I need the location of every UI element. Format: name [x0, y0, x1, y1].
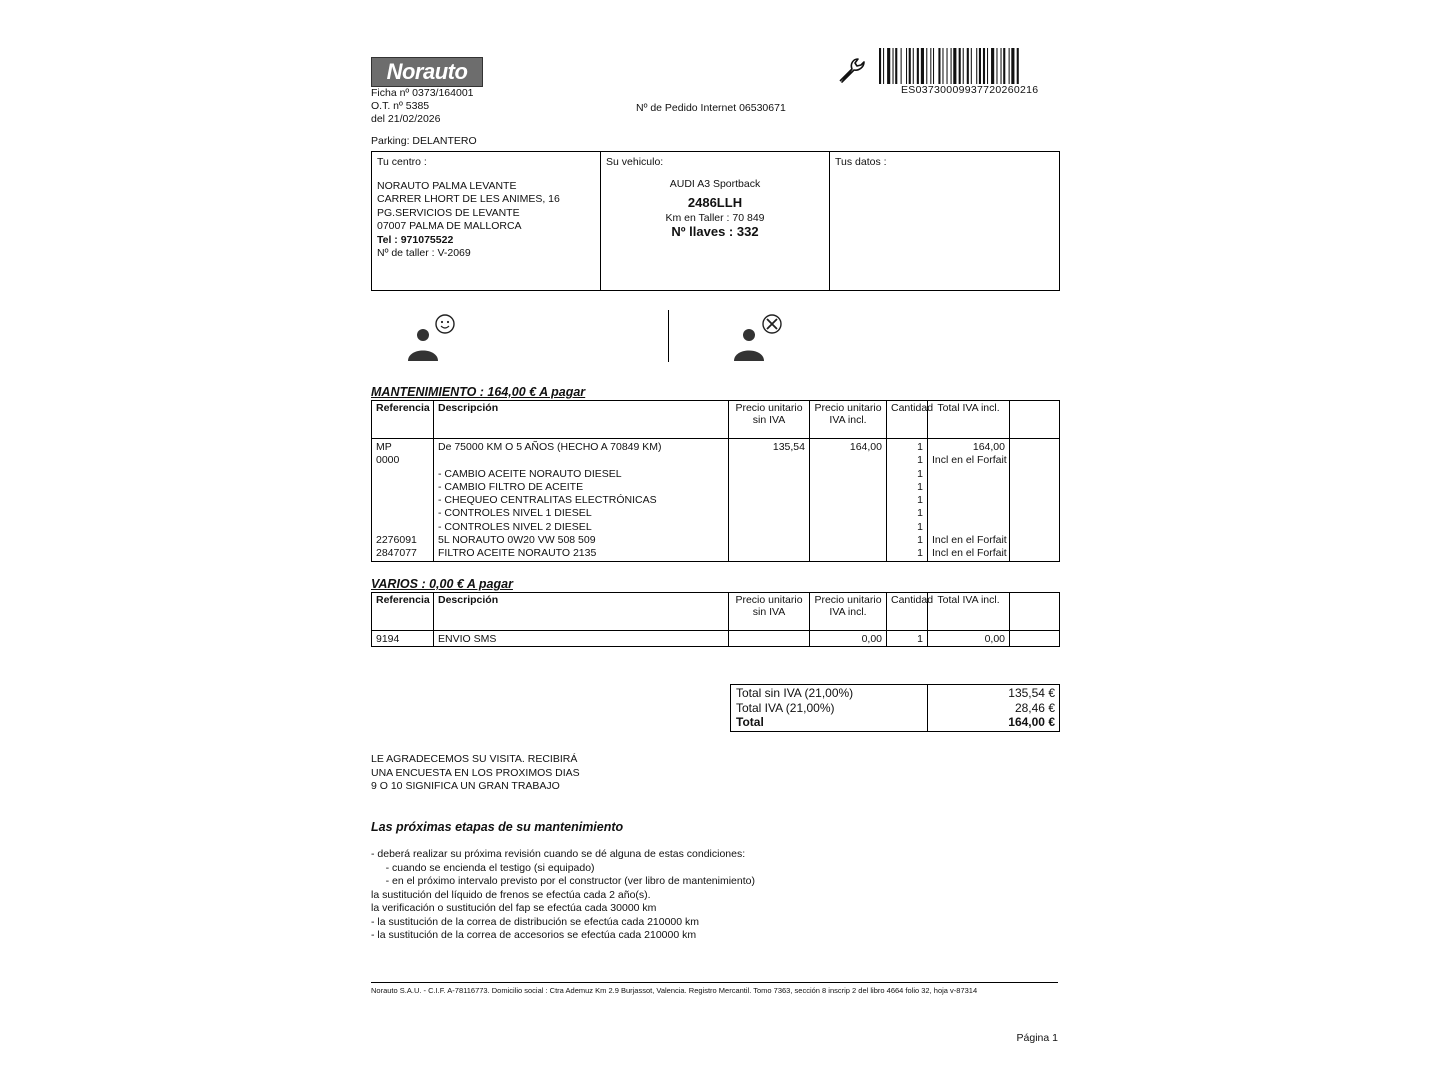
cell-empty — [1010, 507, 1060, 520]
barcode-bar — [883, 48, 884, 84]
centro-box — [372, 152, 601, 290]
cell-ref: 9194 — [372, 631, 434, 647]
vehicle-plate: 2486LLH — [687, 195, 743, 210]
cell-pu_sin — [729, 481, 810, 494]
cell-total — [928, 481, 1010, 494]
cell-desc: ENVIO SMS — [434, 631, 729, 647]
barcode-bar — [987, 48, 988, 84]
mantenimiento-title: MANTENIMIENTO : 164,00 € A pagar — [371, 385, 586, 399]
cell-pu_sin: 135,54 — [729, 439, 810, 455]
cell-total: Incl en el Forfait — [928, 534, 1010, 547]
cell-desc: - CAMBIO ACEITE NORAUTO DIESEL — [434, 468, 729, 481]
cell-cant: 1 — [887, 521, 928, 534]
header-total: Total IVA incl. — [928, 593, 1010, 631]
barcode-bar — [1001, 48, 1002, 84]
header-precio-sin-iva: Precio unitario sin IVA — [729, 401, 810, 439]
cell-empty — [1010, 547, 1060, 561]
wrench-icon — [836, 55, 868, 85]
cell-total — [928, 507, 1010, 520]
header-descripcion: Descripción — [434, 593, 729, 631]
centro-title: Tu centro : — [377, 156, 427, 168]
cell-desc — [434, 454, 729, 467]
cell-pu_sin — [729, 507, 810, 520]
cell-ref — [372, 494, 434, 507]
cell-total: 164,00 — [928, 439, 1010, 455]
header-empty — [1010, 593, 1060, 631]
internet-order-number: Nº de Pedido Internet 06530671 — [636, 102, 786, 114]
vehiculo-title: Su vehiculo: — [606, 156, 664, 168]
barcode-bar — [996, 48, 997, 84]
icons-divider — [668, 310, 669, 362]
thanks-line-1: LE AGRADECEMOS SU VISITA. RECIBIRÁ — [371, 753, 578, 765]
proximas-line: - la sustitución de la correa de distribución se efectúa cada 210000 km — [371, 915, 700, 928]
barcode-bar — [1009, 48, 1010, 84]
cell-pu_con — [810, 507, 887, 520]
cell-empty — [1010, 534, 1060, 547]
total-sin-iva-value: 135,54 € — [1008, 686, 1055, 700]
header-precio-con-iva: Precio unitario IVA incl. — [810, 401, 887, 439]
barcode-bar — [895, 48, 897, 84]
barcode-bar — [971, 48, 972, 84]
total-sin-iva-label: Total sin IVA (21,00%) — [736, 686, 854, 700]
cell-desc: - CONTROLES NIVEL 1 DIESEL — [434, 507, 729, 520]
table-row — [372, 439, 1060, 455]
cell-ref: 2847077 — [372, 547, 434, 561]
total-value: 164,00 € — [1008, 715, 1055, 729]
thanks-line-2: UNA ENCUESTA EN LOS PROXIMOS DIAS — [371, 766, 580, 779]
barcode-bar — [906, 48, 907, 84]
cell-empty — [1010, 468, 1060, 481]
centro-address-3: 07007 PALMA DE MALLORCA — [377, 220, 522, 232]
cell-cant: 1 — [887, 439, 928, 455]
cell-pu_con: 0,00 — [810, 631, 887, 647]
datos-title: Tus datos : — [835, 156, 887, 168]
cell-pu_con — [810, 481, 887, 494]
ot-number: O.T. nº 5385 — [371, 100, 430, 112]
barcode-bar — [979, 48, 981, 84]
cell-pu_con — [810, 494, 887, 507]
datos-box — [830, 152, 1059, 290]
cell-pu_con — [810, 454, 887, 467]
barcode-bar — [963, 48, 964, 84]
barcode-bar — [959, 48, 961, 84]
cell-pu_con — [810, 534, 887, 547]
parking-info: Parking: DELANTERO — [371, 135, 477, 147]
barcode-bar — [921, 48, 924, 84]
cell-ref — [372, 521, 434, 534]
total-iva-value: 28,46 € — [1014, 700, 1055, 715]
cell-desc: - CHEQUEO CENTRALITAS ELECTRÓNICAS — [434, 494, 729, 507]
table-row — [372, 454, 1060, 467]
table-row — [372, 631, 1060, 647]
header-empty — [1010, 401, 1060, 439]
proximas-line: - en el próximo intervalo previsto por el constructor (ver libro de mantenimiento) — [371, 875, 755, 887]
thanks-line-3: 9 O 10 SIGNIFICA UN GRAN TRABAJO — [371, 780, 560, 792]
barcode-bar — [951, 48, 952, 84]
barcode-bar — [917, 48, 919, 84]
cell-cant: 1 — [887, 534, 928, 547]
centro-phone: Tel : 971075522 — [377, 233, 454, 246]
barcode-bar — [926, 48, 927, 84]
table-row — [372, 521, 1060, 534]
cell-total: 0,00 — [928, 631, 1010, 647]
cell-desc: 5L NORAUTO 0W20 VW 508 509 — [434, 534, 729, 547]
mantenimiento-table — [371, 400, 1060, 562]
thanks-message — [371, 753, 580, 794]
barcode-bar — [887, 48, 890, 84]
proximas-title: Las próximas etapas de su mantenimiento — [371, 820, 624, 834]
total-label: Total — [736, 715, 764, 729]
barcode-bar — [983, 48, 985, 84]
barcode-bar — [942, 48, 943, 84]
cell-cant: 1 — [887, 494, 928, 507]
barcode-bar — [909, 48, 911, 84]
cell-empty — [1010, 481, 1060, 494]
page-number: Página 1 — [1016, 1032, 1058, 1044]
barcode-bar — [967, 48, 969, 84]
mechanic-tools-icon — [730, 313, 786, 361]
barcode-number: ES03730009937720260216 — [901, 84, 1039, 96]
barcode-bar — [1003, 48, 1005, 84]
header-descripcion: Descripción — [434, 401, 729, 439]
cell-pu_con: 164,00 — [810, 439, 887, 455]
centro-address-1: CARRER LHORT DE LES ANIMES, 16 — [377, 193, 560, 205]
cell-empty — [1010, 439, 1060, 455]
cell-ref — [372, 481, 434, 494]
ficha-number: Ficha nº 0373/164001 — [371, 87, 474, 99]
centro-taller-number: Nº de taller : V-2069 — [377, 247, 471, 259]
barcode-bar — [991, 48, 994, 84]
barcode-bar — [953, 48, 956, 84]
proximas-line: - deberá realizar su próxima revisión cuando se dé alguna de estas condiciones: — [371, 848, 746, 860]
header-cantidad: Cantidad — [887, 593, 928, 631]
proximas-line: - cuando se encienda el testigo (si equipado) — [371, 861, 595, 874]
header-precio-con-iva: Precio unitario IVA incl. — [810, 593, 887, 631]
table-row — [372, 468, 1060, 481]
cell-cant: 1 — [887, 468, 928, 481]
cell-pu_sin — [729, 534, 810, 547]
cell-desc: FILTRO ACEITE NORAUTO 2135 — [434, 547, 729, 561]
cell-cant: 1 — [887, 507, 928, 520]
cell-pu_sin — [729, 454, 810, 467]
cell-empty — [1010, 494, 1060, 507]
centro-name: NORAUTO PALMA LEVANTE — [377, 179, 517, 192]
cell-cant: 1 — [887, 481, 928, 494]
header-total: Total IVA incl. — [928, 401, 1010, 439]
cell-total: Incl en el Forfait — [928, 454, 1010, 467]
cell-ref: 2276091 — [372, 534, 434, 547]
proximas-line: - la sustitución de la correa de accesorios se efectúa cada 210000 km — [371, 929, 697, 941]
barcode — [879, 48, 1057, 84]
proximas-line: la verificación o sustitución del fap se efectúa cada 30000 km — [371, 902, 657, 914]
barcode-bar — [1011, 48, 1014, 84]
vehiculo-box — [601, 152, 830, 290]
cell-empty — [1010, 631, 1060, 647]
proximas-list — [371, 848, 755, 943]
centro-address-2: PG.SERVICIOS DE LEVANTE — [377, 206, 520, 219]
cell-total: Incl en el Forfait — [928, 547, 1010, 561]
cell-pu_sin — [729, 547, 810, 561]
cell-total — [928, 494, 1010, 507]
vehicle-model: AUDI A3 Sportback — [669, 177, 761, 190]
info-boxes — [371, 151, 1060, 291]
total-iva-label: Total IVA (21,00%) — [736, 700, 835, 715]
cell-cant: 1 — [887, 547, 928, 561]
table-row — [372, 507, 1060, 520]
barcode-bar — [913, 48, 914, 84]
cell-total — [928, 521, 1010, 534]
cell-ref — [372, 468, 434, 481]
totals-box — [730, 684, 1060, 732]
customer-satisfied-icon — [404, 313, 458, 361]
cell-pu_con — [810, 547, 887, 561]
header-referencia: Referencia — [372, 593, 434, 631]
barcode-bar — [933, 48, 934, 84]
cell-empty — [1010, 454, 1060, 467]
cell-pu_sin — [729, 521, 810, 534]
vehicle-keys: Nº llaves : 332 — [671, 224, 759, 239]
cell-cant: 1 — [887, 454, 928, 467]
vehicle-km: Km en Taller : 70 849 — [665, 211, 765, 224]
cell-total — [928, 468, 1010, 481]
table-row — [372, 534, 1060, 547]
cell-ref: 0000 — [372, 454, 434, 467]
cell-pu_con — [810, 521, 887, 534]
barcode-bar — [893, 48, 894, 84]
table-row — [372, 547, 1060, 561]
varios-table — [371, 592, 1060, 647]
cell-ref — [372, 507, 434, 520]
barcode-bar — [938, 48, 940, 84]
cell-empty — [1010, 521, 1060, 534]
norauto-logo: Norauto — [371, 57, 483, 87]
cell-pu_sin — [729, 631, 810, 647]
cell-ref: MP — [372, 439, 434, 455]
table-row — [372, 481, 1060, 494]
barcode-bar — [901, 48, 902, 84]
barcode-bar — [947, 48, 948, 84]
proximas-line: la sustitución del líquido de frenos se efectúa cada 2 año(s). — [371, 888, 651, 901]
barcode-bar — [976, 48, 977, 84]
varios-title: VARIOS : 0,00 € A pagar — [371, 577, 513, 591]
barcode-bar — [1017, 48, 1019, 84]
footer-divider — [371, 982, 1058, 983]
header-referencia: Referencia — [372, 401, 434, 439]
order-date: del 21/02/2026 — [371, 113, 441, 125]
cell-pu_sin — [729, 468, 810, 481]
barcode-bar — [879, 48, 881, 84]
cell-cant: 1 — [887, 631, 928, 647]
barcode-bar — [930, 48, 931, 84]
cell-pu_con — [810, 468, 887, 481]
cell-desc: - CAMBIO FILTRO DE ACEITE — [434, 481, 729, 494]
legal-text: Norauto S.A.U. - C.I.F. A-78116773. Domicilio social : Ctra Ademuz Km 2.9 Burjassot, Valencia. Registro Mercantil. Tomo 7363, sección 8 inscrip 2 del libro 4664 folio 32, hoja v-87314 — [371, 986, 978, 995]
header-cantidad: Cantidad — [887, 401, 928, 439]
cell-desc: - CONTROLES NIVEL 2 DIESEL — [434, 521, 729, 534]
table-row — [372, 494, 1060, 507]
header-precio-sin-iva: Precio unitario sin IVA — [729, 593, 810, 631]
cell-desc: De 75000 KM O 5 AÑOS (HECHO A 70849 KM) — [434, 439, 729, 455]
cell-pu_sin — [729, 494, 810, 507]
